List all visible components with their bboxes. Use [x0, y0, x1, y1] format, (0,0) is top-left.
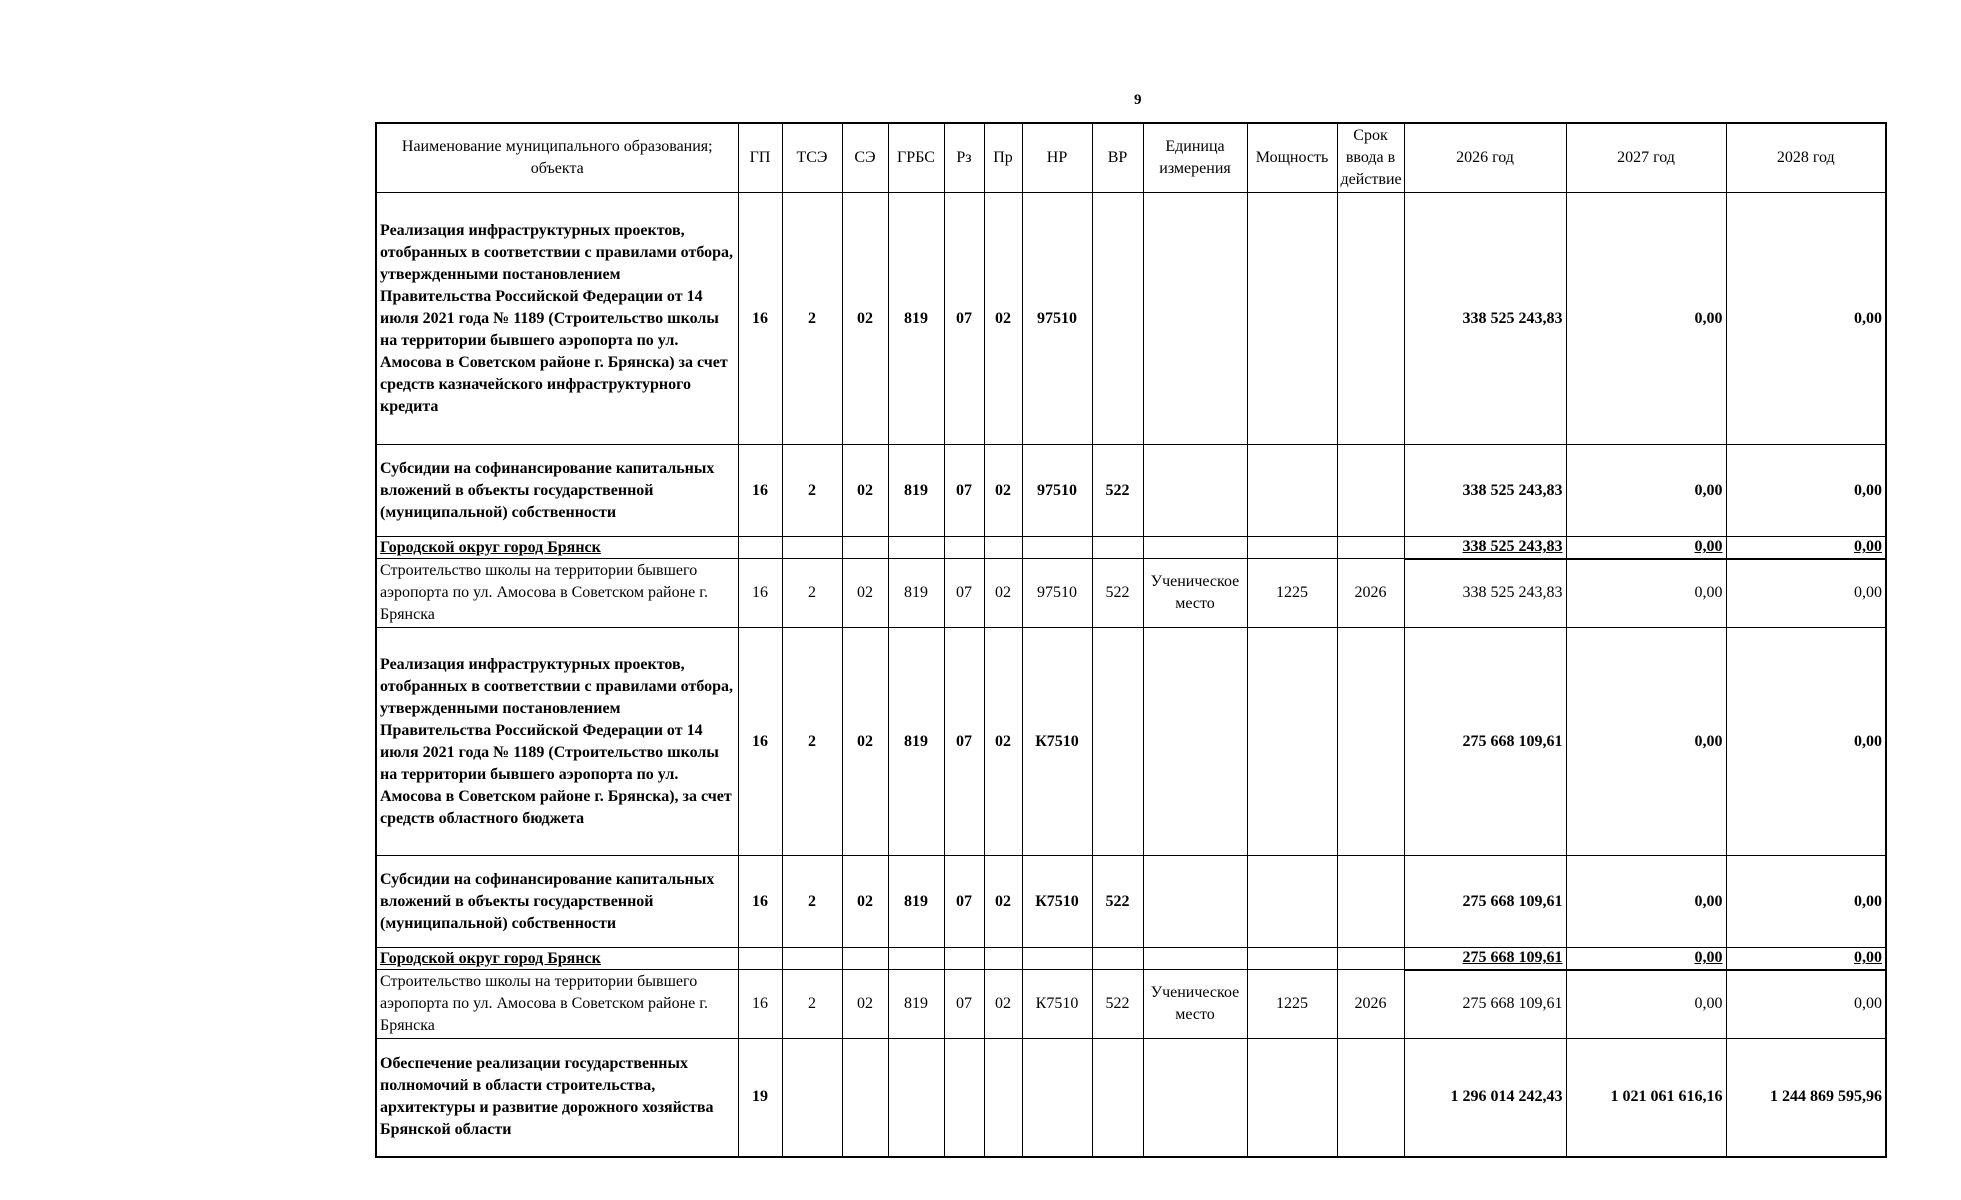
row-rz: 07	[944, 445, 984, 537]
row-2028: 0,00	[1726, 856, 1886, 948]
table-row	[376, 628, 1886, 856]
row-rz: 07	[944, 856, 984, 948]
row-gp: 19	[738, 1039, 782, 1157]
row-nr: К7510	[1022, 970, 1092, 1039]
row-capacity: 1225	[1247, 970, 1337, 1039]
row-2026: 338 525 243,83	[1404, 537, 1566, 559]
table-header-row	[376, 123, 1886, 193]
row-capacity: 1225	[1247, 559, 1337, 628]
row-tse: 2	[782, 559, 842, 628]
header-se: СЭ	[842, 123, 888, 193]
row-2027: 0,00	[1566, 559, 1726, 628]
row-nr: К7510	[1022, 628, 1092, 856]
row-unit	[1143, 856, 1247, 948]
header-gp: ГП	[738, 123, 782, 193]
empty-cell	[738, 948, 782, 970]
header-tse: ТСЭ	[782, 123, 842, 193]
row-tse: 2	[782, 856, 842, 948]
row-vr	[1092, 1039, 1143, 1157]
table-row	[376, 970, 1886, 1039]
row-2027: 1 021 061 616,16	[1566, 1039, 1726, 1157]
row-unit	[1143, 445, 1247, 537]
row-pr: 02	[984, 445, 1022, 537]
header-capacity: Мощность	[1247, 123, 1337, 193]
row-name: Субсидии на софинансирование капитальных вложений в объекты государственной (муниципальной) собственности	[376, 445, 738, 537]
row-2027: 0,00	[1566, 445, 1726, 537]
empty-cell	[842, 948, 888, 970]
row-commission	[1337, 445, 1404, 537]
header-vr: ВР	[1092, 123, 1143, 193]
row-unit: Ученическое место	[1143, 559, 1247, 628]
row-pr: 02	[984, 970, 1022, 1039]
row-vr: 522	[1092, 559, 1143, 628]
row-unit	[1143, 1039, 1247, 1157]
row-unit	[1143, 628, 1247, 856]
row-se	[842, 1039, 888, 1157]
row-commission	[1337, 1039, 1404, 1157]
row-2028: 0,00	[1726, 537, 1886, 559]
row-se: 02	[842, 193, 888, 445]
row-commission	[1337, 628, 1404, 856]
row-unit	[1143, 193, 1247, 445]
row-2027: 0,00	[1566, 628, 1726, 856]
header-nr: НР	[1022, 123, 1092, 193]
page-number: 9	[1134, 92, 1142, 108]
row-gp: 16	[738, 628, 782, 856]
row-grbs	[888, 1039, 944, 1157]
empty-cell	[1247, 537, 1337, 559]
row-gp: 16	[738, 970, 782, 1039]
row-2028: 0,00	[1726, 948, 1886, 970]
row-2026: 275 668 109,61	[1404, 948, 1566, 970]
row-grbs: 819	[888, 445, 944, 537]
empty-cell	[1143, 537, 1247, 559]
row-gp: 16	[738, 559, 782, 628]
empty-cell	[944, 948, 984, 970]
row-se: 02	[842, 628, 888, 856]
row-2026: 338 525 243,83	[1404, 193, 1566, 445]
empty-cell	[1247, 948, 1337, 970]
row-tse: 2	[782, 970, 842, 1039]
empty-cell	[738, 537, 782, 559]
header-rz: Рз	[944, 123, 984, 193]
row-grbs: 819	[888, 559, 944, 628]
empty-cell	[984, 537, 1022, 559]
row-se: 02	[842, 559, 888, 628]
empty-cell	[984, 948, 1022, 970]
row-pr: 02	[984, 559, 1022, 628]
row-nr: 97510	[1022, 193, 1092, 445]
row-2027: 0,00	[1566, 193, 1726, 445]
row-name: Реализация инфраструктурных проектов, отобранных в соответствии с правилами отбора, утвержденными постановлением Правительства Российской Федерации от 14 июля 2021 года № 1189 (Строительство школы на территории бывшего аэропорта по ул. Амосова в Советском районе г. Брянска) за счет средств казначейского инфраструктурного кредита	[376, 193, 738, 445]
row-nr: К7510	[1022, 856, 1092, 948]
row-vr: 522	[1092, 970, 1143, 1039]
row-2028: 0,00	[1726, 628, 1886, 856]
table-row-total	[376, 948, 1886, 970]
row-grbs: 819	[888, 193, 944, 445]
row-capacity	[1247, 856, 1337, 948]
table-row	[376, 559, 1886, 628]
row-2028: 1 244 869 595,96	[1726, 1039, 1886, 1157]
row-commission	[1337, 193, 1404, 445]
row-vr	[1092, 193, 1143, 445]
row-pr: 02	[984, 193, 1022, 445]
row-pr: 02	[984, 628, 1022, 856]
empty-cell	[888, 948, 944, 970]
table-row	[376, 445, 1886, 537]
empty-cell	[1092, 537, 1143, 559]
row-commission	[1337, 856, 1404, 948]
row-commission: 2026	[1337, 970, 1404, 1039]
row-pr: 02	[984, 856, 1022, 948]
row-2028: 0,00	[1726, 445, 1886, 537]
row-2026: 275 668 109,61	[1404, 970, 1566, 1039]
row-tse: 2	[782, 445, 842, 537]
empty-cell	[944, 537, 984, 559]
row-name: Реализация инфраструктурных проектов, отобранных в соответствии с правилами отбора, утвержденными постановлением Правительства Российской Федерации от 14 июля 2021 года № 1189 (Строительство школы на территории бывшего аэропорта по ул. Амосова в Советском районе г. Брянска), за счет средств областного бюджета	[376, 628, 738, 856]
row-name: Строительство школы на территории бывшего аэропорта по ул. Амосова в Советском районе г. Брянска	[376, 559, 738, 628]
header-2028: 2028 год	[1726, 123, 1886, 193]
header-unit: Единица измерения	[1143, 123, 1247, 193]
empty-cell	[842, 537, 888, 559]
row-2027: 0,00	[1566, 856, 1726, 948]
row-2028: 0,00	[1726, 559, 1886, 628]
row-name: Городской округ город Брянск	[376, 537, 738, 559]
row-2026: 275 668 109,61	[1404, 628, 1566, 856]
row-pr	[984, 1039, 1022, 1157]
table-row	[376, 193, 1886, 445]
row-rz: 07	[944, 628, 984, 856]
budget-table	[375, 122, 1887, 1158]
row-rz	[944, 1039, 984, 1157]
row-rz: 07	[944, 193, 984, 445]
row-nr: 97510	[1022, 445, 1092, 537]
header-pr: Пр	[984, 123, 1022, 193]
empty-cell	[1022, 948, 1092, 970]
row-vr: 522	[1092, 445, 1143, 537]
table-row-total	[376, 537, 1886, 559]
row-2028: 0,00	[1726, 970, 1886, 1039]
row-capacity	[1247, 445, 1337, 537]
row-tse: 2	[782, 628, 842, 856]
empty-cell	[782, 948, 842, 970]
row-commission: 2026	[1337, 559, 1404, 628]
row-name: Строительство школы на территории бывшего аэропорта по ул. Амосова в Советском районе г. Брянска	[376, 970, 738, 1039]
row-tse	[782, 1039, 842, 1157]
row-se: 02	[842, 970, 888, 1039]
row-2026: 275 668 109,61	[1404, 856, 1566, 948]
row-grbs: 819	[888, 970, 944, 1039]
row-tse: 2	[782, 193, 842, 445]
row-se: 02	[842, 445, 888, 537]
row-gp: 16	[738, 445, 782, 537]
row-name: Субсидии на софинансирование капитальных вложений в объекты государственной (муниципальной) собственности	[376, 856, 738, 948]
row-nr	[1022, 1039, 1092, 1157]
row-nr: 97510	[1022, 559, 1092, 628]
header-2027: 2027 год	[1566, 123, 1726, 193]
row-2026: 338 525 243,83	[1404, 559, 1566, 628]
row-unit: Ученическое место	[1143, 970, 1247, 1039]
empty-cell	[888, 537, 944, 559]
row-grbs: 819	[888, 856, 944, 948]
empty-cell	[782, 537, 842, 559]
row-2027: 0,00	[1566, 970, 1726, 1039]
empty-cell	[1337, 537, 1404, 559]
table-row	[376, 856, 1886, 948]
row-name: Городской округ город Брянск	[376, 948, 738, 970]
row-2026: 1 296 014 242,43	[1404, 1039, 1566, 1157]
table-row	[376, 1039, 1886, 1157]
row-se: 02	[842, 856, 888, 948]
row-capacity	[1247, 1039, 1337, 1157]
row-grbs: 819	[888, 628, 944, 856]
empty-cell	[1337, 948, 1404, 970]
row-2028: 0,00	[1726, 193, 1886, 445]
header-grbs: ГРБС	[888, 123, 944, 193]
row-2027: 0,00	[1566, 537, 1726, 559]
row-capacity	[1247, 193, 1337, 445]
row-vr: 522	[1092, 856, 1143, 948]
row-gp: 16	[738, 856, 782, 948]
row-vr	[1092, 628, 1143, 856]
empty-cell	[1143, 948, 1247, 970]
row-2026: 338 525 243,83	[1404, 445, 1566, 537]
header-name: Наименование муниципального образования; объекта	[376, 123, 738, 193]
header-commission: Срок ввода в действие	[1337, 123, 1404, 193]
row-gp: 16	[738, 193, 782, 445]
row-name: Обеспечение реализации государственных полномочий в области строительства, архитектуры и развитие дорожного хозяйства Брянской области	[376, 1039, 738, 1157]
header-2026: 2026 год	[1404, 123, 1566, 193]
empty-cell	[1092, 948, 1143, 970]
row-rz: 07	[944, 559, 984, 628]
row-2027: 0,00	[1566, 948, 1726, 970]
row-rz: 07	[944, 970, 984, 1039]
empty-cell	[1022, 537, 1092, 559]
row-capacity	[1247, 628, 1337, 856]
